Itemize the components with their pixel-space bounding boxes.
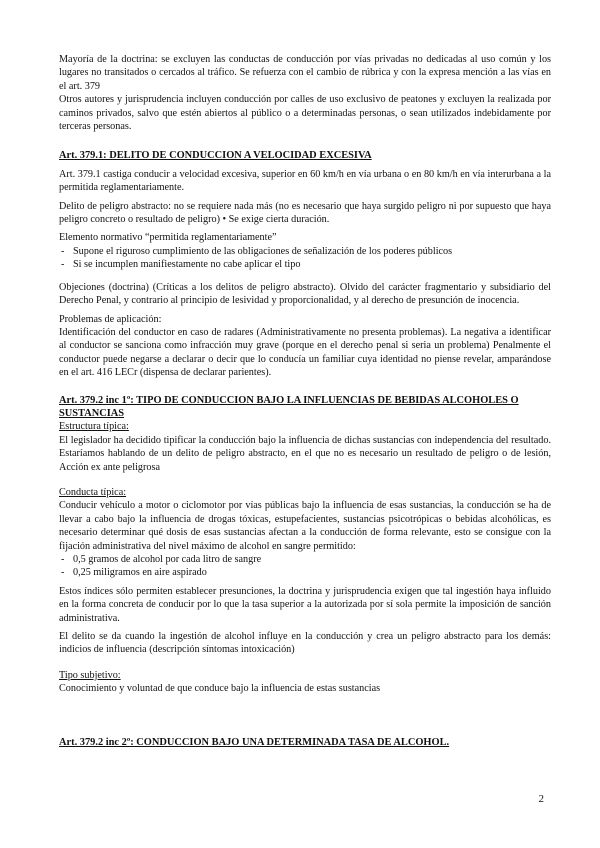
indices-paragraph: Estos índices sólo permiten establecer presunciones, la doctrina y jurisprudencia exigen que tal ingestión haya influido en la forma concreta de conducir por lo que la tasa superior a la autorizada por sí sola permite la imposición de sanción administrativa. (59, 585, 551, 624)
conduct-text: Conducir vehículo a motor o ciclomotor por vías públicas bajo la influencia de esas sustancias, la conducción se ha de llevar a cabo bajo la influencia de drogas tóxicas, estupefacientes, sustancias psicotrópicas o bebidas alcohólicas, es necesario determinar qué dosis de esas sustancias afectan a la conducción de forma relevante, esto se consigue con la fijación administrativa del nivel máximo de alcohol en sangre permitido: (59, 500, 551, 552)
conduct-title: Conducta típica: (59, 486, 127, 498)
alcohol-limits-list (59, 553, 551, 580)
intro-paragraph-2: Otros autores y jurisprudencia incluyen conducción por calles de uso exclusivo de peatones y excluyen la realizada por caminos privados, salvo que estén abiertos al público o a determinadas personas, o sean utilizados indebidamente por terceras personas. (59, 94, 551, 133)
speed-problems-text: Identificación del conductor en caso de radares (Administrativamente no presenta problemas). La negativa a identificar al conductor se sanciona como infracción muy grave (porque en el derecho penal si seria un problema) Penalmente el conductor puede negarse a declarar o decir que lo conducía un familiar cuya identidad no piense revelar, amparándose en el art. 416 LECr (dispensa de declarar parientes). (59, 326, 551, 379)
page-number: 2 (538, 793, 544, 805)
list-item: - Si se incumplen manifiestamente no cabe aplicar el tipo (59, 258, 551, 271)
speed-objections: Objeciones (doctrina) (Críticas a los delitos de peligro abstracto). Olvido del carácter fragmentario y subsidiario del Derecho Penal, y contrario al principio de lesividad y proporcionalidad, y al derecho de presunción de inocencia. (59, 281, 551, 307)
structure-text: El legislador ha decidido tipificar la conducción bajo la influencia de dichas sustancias con independencia del resultado. Estaríamos hablando de un delito de peligro abstracto, en el que no es necesario un resultado de peligro o de lesión, Acción ex ante peligrosa (59, 434, 551, 473)
section-heading-alcohol: Art. 379.2 inc 1º: TIPO DE CONDUCCION BAJO LA INFLUENCIAS DE BEBIDAS ALCOHOLES O SUSTANCIAS (59, 394, 519, 419)
speed-paragraph-1: Art. 379.1 castiga conducir a velocidad excesiva, superior en 60 km/h en vía urbana o en 80 km/h en vía interurbana a la permitida reglamentariamente. (59, 168, 551, 194)
speed-list (59, 245, 551, 272)
subjective-title: Tipo subjetivo: (59, 669, 121, 681)
offence-paragraph: El delito se da cuando la ingestión de alcohol influye en la conducción y crea un peligro abstracto para los demás: indicios de influencia (descripción síntomas intoxicación) (59, 631, 551, 656)
speed-paragraph-2: Delito de peligro abstracto: no se requiere nada más (no es necesario que haya surgido peligro ni por supuesto que haya peligro concreto o resultado de peligro) • Se exige cierta duración. (59, 200, 551, 226)
structure-title: Estructura típica: (59, 421, 129, 433)
speed-problems-title: Problemas de aplicación: (59, 313, 162, 325)
subjective-text: Conocimiento y voluntad de que conduce bajo la influencia de estas sustancias (59, 683, 381, 695)
list-item: - 0,25 miligramos en aire aspirado (59, 566, 551, 579)
speed-paragraph-3: Elemento normativo “permitida reglamentariamente” (59, 232, 277, 244)
section-heading-speed: Art. 379.1: DELITO DE CONDUCCION A VELOCIDAD EXCESIVA (59, 150, 372, 162)
intro-paragraph-1: Mayoría de la doctrina: se excluyen las conductas de conducción por vías privadas no dedicadas al uso común y los lugares no transitados o cercados al tráfico. Se refuerza con el cambio de rúbrica y con la expresa mención a las vías en el art. 379 (59, 54, 551, 92)
section-heading-rate: Art. 379.2 inc 2º: CONDUCCION BAJO UNA DETERMINADA TASA DE ALCOHOL. (59, 736, 450, 748)
list-item: - 0,5 gramos de alcohol por cada litro de sangre (59, 553, 551, 566)
list-item: - Supone el riguroso cumplimiento de las obligaciones de señalización de los poderes públicos (59, 245, 551, 258)
document-page (59, 53, 551, 749)
